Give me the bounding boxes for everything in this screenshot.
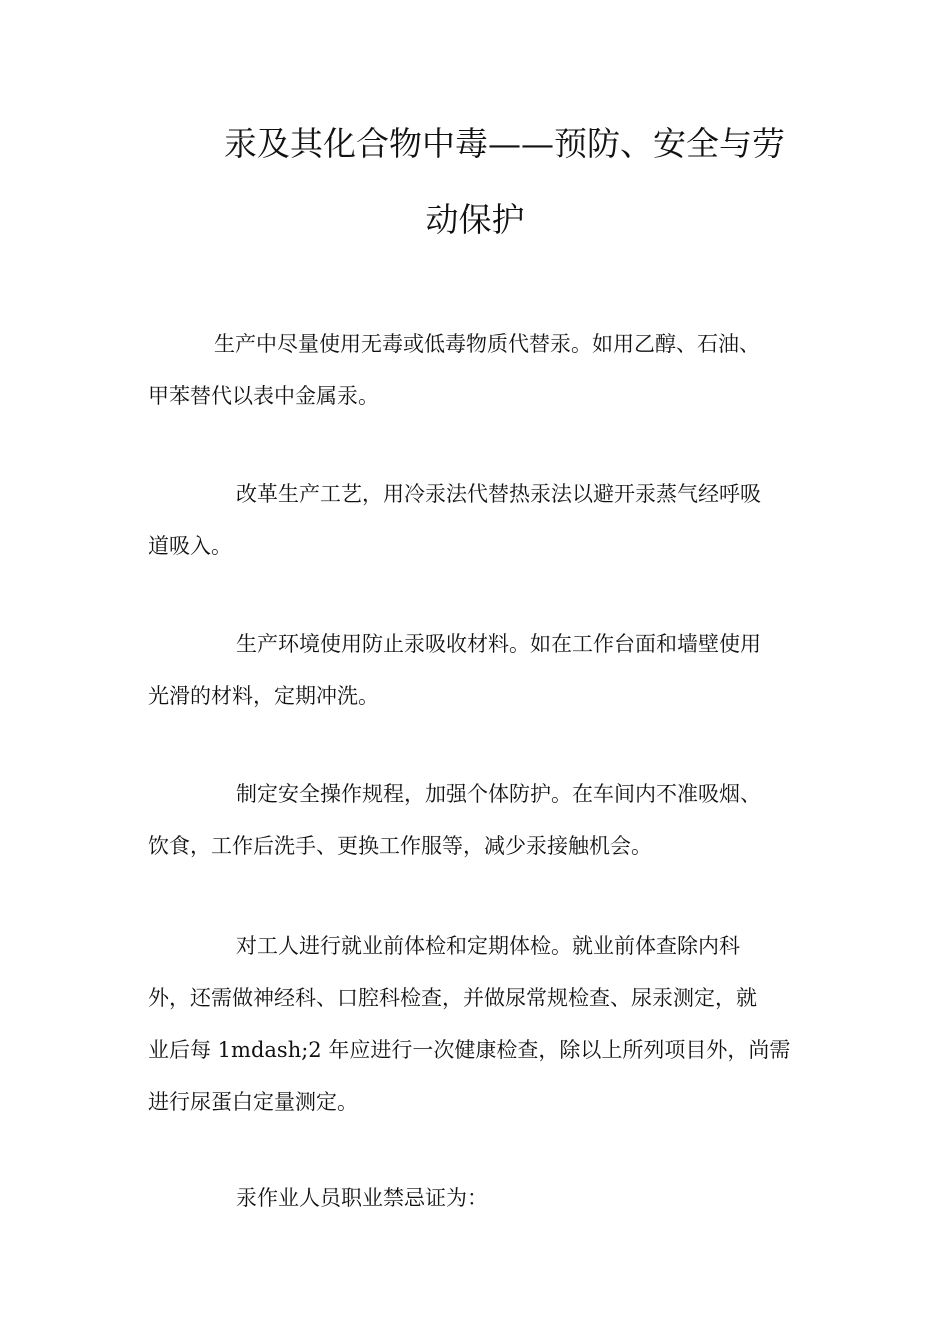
paragraph-line: 汞作业人员职业禁忌证为：: [236, 1186, 488, 1210]
paragraph-line: 光滑的材料，定期冲洗。: [148, 684, 379, 708]
document-title-line-1: 汞及其化合物中毒——预防、安全与劳: [224, 124, 785, 163]
paragraph-line: 生产中尽量使用无毒或低毒物质代替汞。如用乙醇、石油、: [214, 332, 760, 356]
paragraph-line: 饮食，工作后洗手、更换工作服等，减少汞接触机会。: [148, 834, 652, 858]
paragraph-line: 业后每 1mdash;2 年应进行一次健康检查，除以上所列项目外，尚需: [148, 1038, 791, 1062]
paragraph-6: [148, 1172, 802, 1224]
paragraph-4: [148, 768, 802, 872]
paragraph-line: 甲苯替代以表中金属汞。: [148, 384, 379, 408]
paragraph-line: 制定安全操作规程，加强个体防护。在车间内不准吸烟、: [236, 782, 761, 806]
paragraph-5: [148, 920, 802, 1128]
paragraph-line: 进行尿蛋白定量测定。: [148, 1090, 358, 1114]
paragraph-2: [148, 468, 802, 572]
document-title-line-2: 动保护: [425, 200, 525, 239]
paragraph-line: 对工人进行就业前体检和定期体检。就业前体查除内科: [236, 934, 740, 958]
paragraph-1: [148, 318, 802, 422]
paragraph-line: 外，还需做神经科、口腔科检查，并做尿常规检查、尿汞测定，就: [148, 986, 757, 1010]
paragraph-3: [148, 618, 802, 722]
paragraph-line: 改革生产工艺，用冷汞法代替热汞法以避开汞蒸气经呼吸: [236, 482, 761, 506]
paragraph-line: 生产环境使用防止汞吸收材料。如在工作台面和墙壁使用: [236, 632, 761, 656]
paragraph-line: 道吸入。: [148, 534, 232, 558]
